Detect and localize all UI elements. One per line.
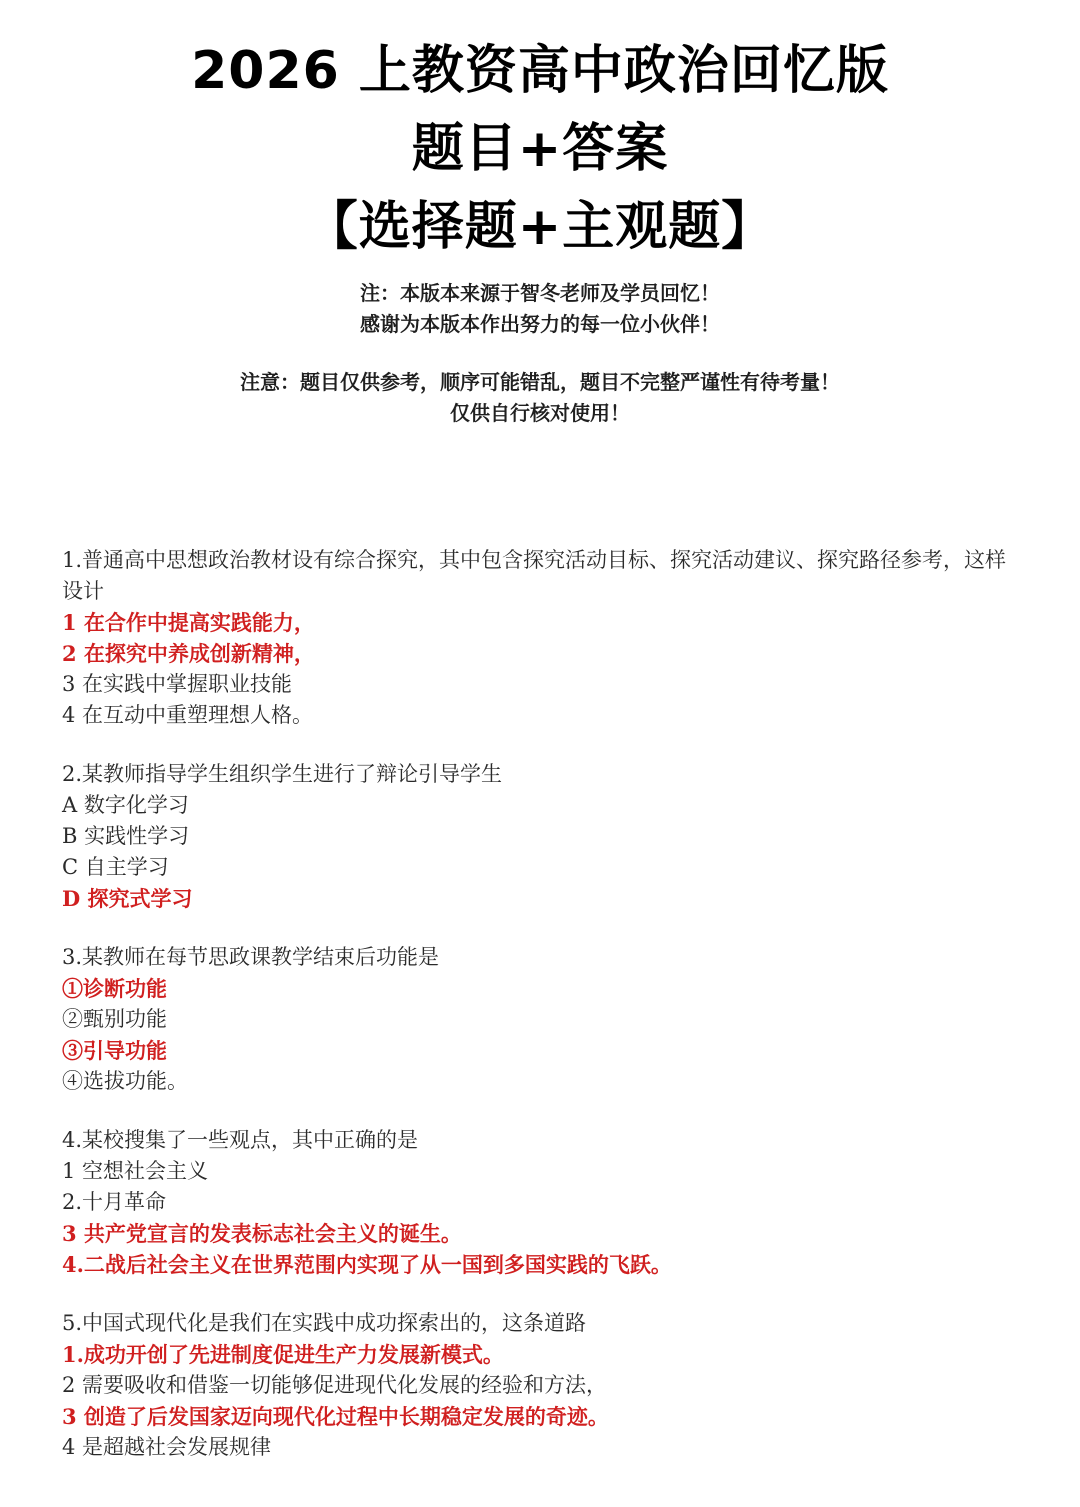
question-list bbox=[62, 545, 1022, 1491]
question-option: 1 空想社会主义 bbox=[62, 1159, 209, 1183]
answer-option: ③引导功能 bbox=[62, 1038, 167, 1063]
answer-option: 4.二战后社会主义在世界范围内实现了从一国到多国实践的飞跃。 bbox=[62, 1252, 672, 1277]
question-option: ④选拔功能。 bbox=[62, 1069, 188, 1093]
question-stem: 2.某教师指导学生组织学生进行了辩论引导学生 bbox=[62, 762, 503, 786]
answer-option: 1.成功开创了先进制度促进生产力发展新模式。 bbox=[62, 1342, 504, 1367]
question-option: C 自主学习 bbox=[62, 855, 169, 879]
question-option: 2 需要吸收和借鉴一切能够促进现代化发展的经验和方法， bbox=[62, 1373, 608, 1397]
question-3 bbox=[62, 942, 1022, 1097]
question-option: ②甄别功能 bbox=[62, 1007, 167, 1031]
question-4 bbox=[62, 1125, 1022, 1280]
answer-option: 2 在探究中养成创新精神， bbox=[62, 641, 315, 666]
document-title: 2026 上教资高中政治回忆版 bbox=[191, 41, 889, 101]
question-option: 4 在互动中重塑理想人格。 bbox=[62, 703, 314, 727]
question-1 bbox=[62, 545, 1022, 731]
question-stem: 4.某校搜集了一些观点，其中正确的是 bbox=[62, 1128, 419, 1152]
answer-option: 3 共产党宣言的发表标志社会主义的诞生。 bbox=[62, 1221, 462, 1246]
question-stem: 1.普通高中思想政治教材设有综合探究，其中包含探究活动目标、探究活动建议、探究路径参考，这样设计 bbox=[62, 548, 1007, 603]
disclaimer-line: 注意：题目仅供参考，顺序可能错乱，题目不完整严谨性有待考量！ bbox=[240, 370, 840, 394]
document-header bbox=[0, 40, 1080, 429]
answer-option: 1 在合作中提高实践能力， bbox=[62, 610, 315, 635]
question-option: 4 是超越社会发展规律 bbox=[62, 1435, 272, 1459]
disclaimer-note bbox=[0, 367, 1080, 429]
question-stem: 3.某教师在每节思政课教学结束后功能是 bbox=[62, 945, 440, 969]
question-option: 3 在实践中掌握职业技能 bbox=[62, 672, 293, 696]
question-option: A 数字化学习 bbox=[62, 793, 189, 817]
question-2 bbox=[62, 759, 1022, 914]
question-option: 2.十月革命 bbox=[62, 1190, 167, 1214]
question-option: B 实践性学习 bbox=[62, 824, 190, 848]
usage-line: 仅供自行核对使用！ bbox=[450, 401, 630, 425]
document-subtitle: 题目+答案 bbox=[411, 119, 669, 179]
question-stem: 5.中国式现代化是我们在实践中成功探索出的，这条道路 bbox=[62, 1311, 587, 1335]
source-note bbox=[0, 278, 1080, 340]
answer-option: 3 创造了后发国家迈向现代化过程中长期稳定发展的奇迹。 bbox=[62, 1404, 609, 1429]
document-type-label: 【选择题+主观题】 bbox=[305, 197, 775, 257]
source-note-line: 注：本版本来源于智冬老师及学员回忆！ bbox=[360, 281, 720, 305]
answer-option: ①诊断功能 bbox=[62, 976, 167, 1001]
question-5 bbox=[62, 1308, 1022, 1463]
answer-option: D 探究式学习 bbox=[62, 886, 193, 911]
thanks-note-line: 感谢为本版本作出努力的每一位小伙伴！ bbox=[360, 312, 720, 336]
